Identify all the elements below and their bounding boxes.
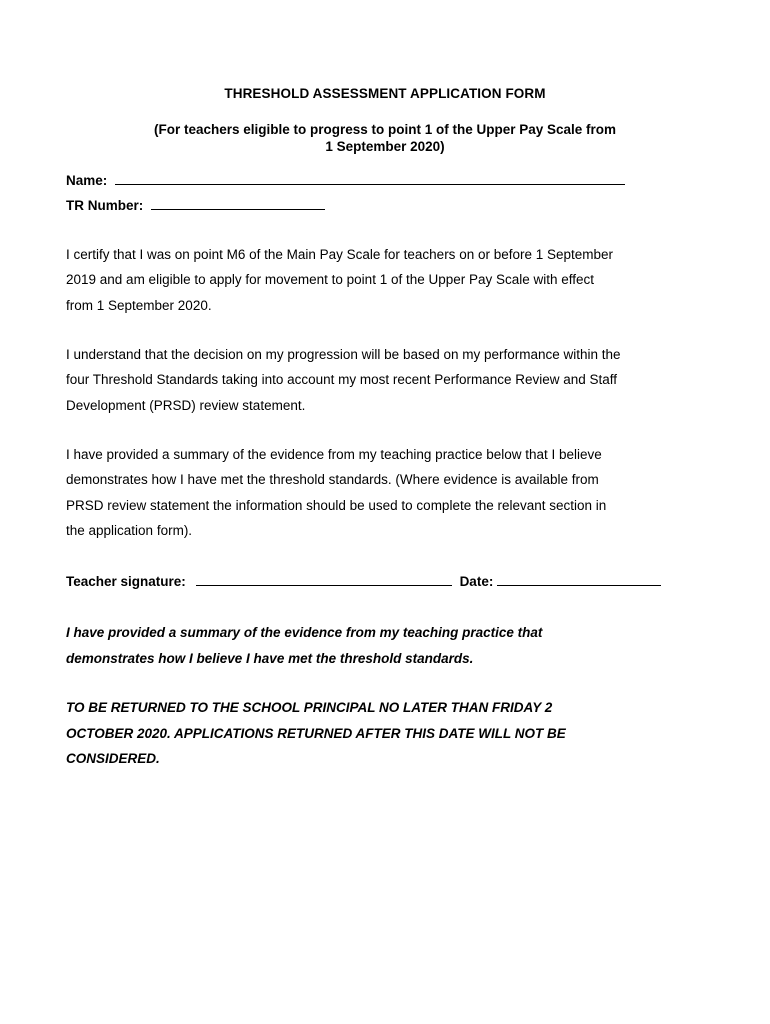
notice-line: OCTOBER 2020. APPLICATIONS RETURNED AFTER THIS DATE WILL NOT BE (66, 725, 566, 741)
tr-number-input-line[interactable] (151, 196, 325, 210)
declaration-line: demonstrates how I believe I have met the threshold standards. (66, 650, 474, 666)
notice-line: TO BE RETURNED TO THE SCHOOL PRINCIPAL NO LATER THAN FRIDAY 2 (66, 700, 553, 715)
signature-label: Teacher signature: (66, 574, 186, 589)
paragraph-line: four Threshold Standards taking into account my most recent Performance Review and Staff (66, 372, 618, 388)
paragraph-line: the application form). (66, 522, 193, 538)
name-field (66, 171, 625, 188)
paragraph-line: Development (PRSD) review statement. (66, 397, 306, 413)
name-label: Name: (66, 173, 108, 188)
paragraph-line: I have provided a summary of the evidence from my teaching practice below that I believe (66, 447, 602, 462)
paragraph-line: from 1 September 2020. (66, 297, 212, 313)
form-subtitle (80, 121, 690, 155)
tr-number-field (66, 196, 325, 213)
return-notice (66, 695, 566, 772)
declaration-statement (66, 620, 542, 671)
subtitle-line: 1 September 2020) (325, 139, 445, 154)
signature-row (66, 572, 661, 589)
paragraph-line: 2019 and am eligible to apply for movement to point 1 of the Upper Pay Scale with effect (66, 272, 595, 288)
name-input-line[interactable] (115, 171, 625, 185)
evidence-paragraph (66, 442, 706, 543)
date-input-line[interactable] (497, 572, 661, 586)
subtitle-line: (For teachers eligible to progress to point 1 of the Upper Pay Scale from (153, 122, 617, 137)
paragraph-line: I understand that the decision on my progression will be based on my performance within the (66, 347, 621, 362)
certify-paragraph (66, 242, 706, 318)
declaration-line: I have provided a summary of the evidence from my teaching practice that (66, 625, 543, 640)
paragraph-line: I certify that I was on point M6 of the Main Pay Scale for teachers on or before 1 September (66, 247, 614, 262)
form-title: THRESHOLD ASSESSMENT APPLICATION FORM (224, 86, 546, 101)
understand-paragraph (66, 342, 706, 418)
signature-input-line[interactable] (196, 572, 452, 586)
date-label: Date: (459, 574, 494, 589)
paragraph-line: demonstrates how I have met the threshold standards. (Where evidence is available from (66, 472, 599, 488)
tr-number-label: TR Number: (66, 198, 144, 213)
paragraph-line: PRSD review statement the information should be used to complete the relevant section in (66, 497, 607, 513)
notice-line: CONSIDERED. (66, 751, 160, 766)
